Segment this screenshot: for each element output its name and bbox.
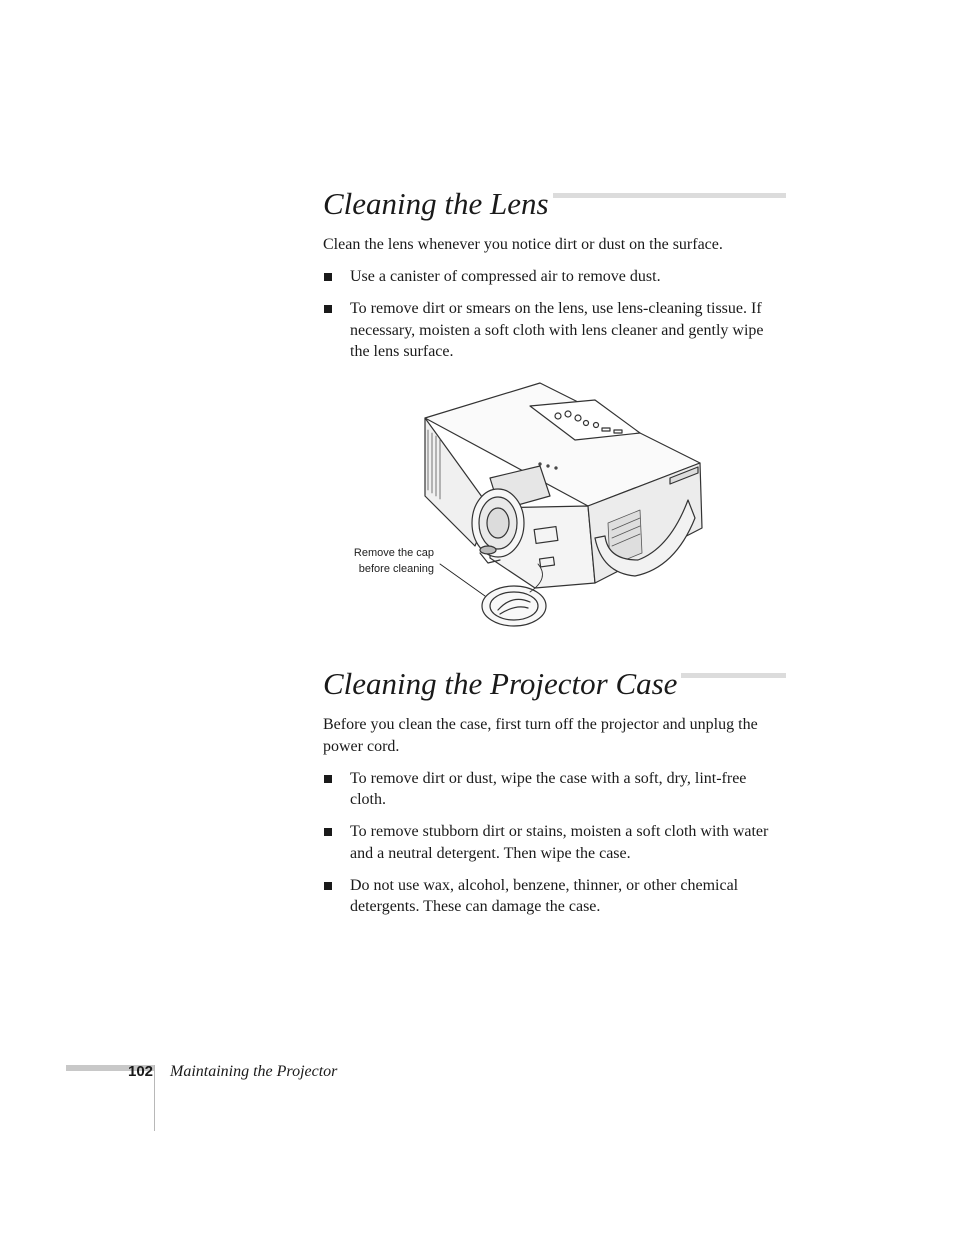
list-item-text: Do not use wax, alcohol, benzene, thinner, or other chemical detergents. These can damage the case. — [350, 876, 739, 915]
square-bullet-icon — [324, 882, 332, 890]
callout-line: Remove the cap — [353, 547, 434, 559]
list-item — [323, 821, 786, 864]
list-item — [323, 768, 786, 811]
square-bullet-icon — [324, 775, 332, 783]
footer-chapter-title: Maintaining the Projector — [170, 1063, 338, 1080]
section-heading: Cleaning the Projector Case — [323, 666, 681, 702]
list-item-text: Use a canister of compressed air to remove dust. — [350, 268, 661, 285]
projector-drawing — [340, 378, 710, 633]
intro-paragraph: Clean the lens whenever you notice dirt or dust on the surface. — [323, 236, 723, 253]
callout-line: before cleaning — [358, 563, 434, 575]
section-heading-block — [323, 186, 786, 226]
section-cleaning-case — [323, 666, 786, 918]
section-heading-block — [323, 666, 786, 706]
square-bullet-icon — [324, 828, 332, 836]
bullet-list — [323, 266, 786, 363]
list-item-text: To remove dirt or smears on the lens, use lens-cleaning tissue. If necessary, moisten a soft cloth with lens cleaner and gently wipe the lens surface. — [350, 300, 764, 360]
figure-callout — [354, 545, 434, 577]
projector-illustration — [340, 378, 710, 633]
intro-paragraph: Before you clean the case, first turn off the projector and unplug the power cord. — [323, 716, 758, 755]
footer-divider — [154, 1065, 155, 1131]
list-item — [323, 266, 786, 288]
section-heading: Cleaning the Lens — [323, 186, 553, 222]
list-item-text: To remove stubborn dirt or stains, moisten a soft cloth with water and a neutral detergent. Then wipe the case. — [350, 823, 769, 862]
list-item — [323, 875, 786, 918]
page-number: 102 — [128, 1063, 154, 1080]
section-cleaning-lens — [323, 186, 786, 363]
list-item — [323, 298, 786, 363]
list-item-text: To remove dirt or dust, wipe the case with a soft, dry, lint-free cloth. — [350, 769, 747, 808]
square-bullet-icon — [324, 305, 332, 313]
bullet-list — [323, 768, 786, 918]
square-bullet-icon — [324, 273, 332, 281]
